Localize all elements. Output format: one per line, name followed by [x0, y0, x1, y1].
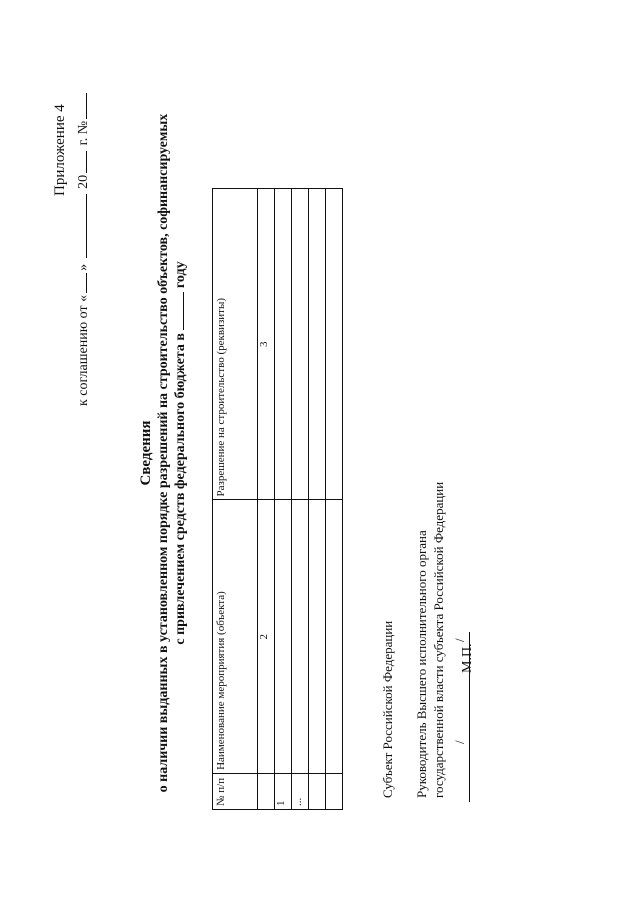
- table-cell: [292, 189, 309, 501]
- column-header-permit: Разрешение на строительство (реквизиты): [213, 189, 258, 501]
- table-cell: [326, 773, 343, 809]
- signature-slash-right: /: [452, 638, 467, 642]
- title-line-1: Сведения: [138, 420, 154, 486]
- table-row: [326, 189, 343, 810]
- number-blank: [85, 93, 87, 119]
- column-number-1: [258, 773, 275, 809]
- column-header-number: № п/п: [213, 773, 258, 809]
- head-title-line-1: Руководитель Высшего исполнительного органа: [414, 530, 429, 798]
- agreement-quote-close: »: [76, 263, 91, 271]
- signature-slash-left: /: [452, 740, 467, 744]
- table-header-row: [213, 189, 258, 810]
- year-blank: [85, 151, 87, 173]
- table-cell: ...: [292, 773, 309, 809]
- title-line-2: о наличии выданных в установленном порядке разрешений на строительство объектов, софинансируемых: [156, 113, 171, 793]
- table-cell: [292, 500, 309, 773]
- head-title-line-2: государственной власти субъекта Российской Федерации: [431, 481, 446, 798]
- table-cell: 1: [275, 773, 292, 809]
- column-number-2: 2: [258, 500, 275, 773]
- document-page: [50, 68, 590, 838]
- appendix-number: Приложение 4: [52, 104, 68, 196]
- table-row: [292, 189, 309, 810]
- agreement-reference: [76, 91, 92, 406]
- seal-place-label: М.П.: [460, 643, 475, 673]
- year-field-blank: [182, 292, 184, 330]
- table-cell: [275, 189, 292, 501]
- table-cell: [309, 500, 326, 773]
- agreement-suffix: г. №: [76, 120, 91, 146]
- table-cell: [309, 189, 326, 501]
- column-numbers-row: [258, 189, 275, 810]
- document-title: [138, 68, 189, 838]
- agreement-year: 20: [76, 174, 91, 189]
- table-cell: [326, 189, 343, 501]
- permits-table: [212, 188, 343, 810]
- table-cell: [326, 500, 343, 773]
- table-row: [275, 189, 292, 810]
- subject-label: Субъект Российской Федерации: [380, 620, 395, 798]
- column-header-name: Наименование мероприятия (объекта): [213, 500, 258, 773]
- agreement-prefix: к соглашению от «: [76, 294, 91, 406]
- table-row: [309, 189, 326, 810]
- column-number-3: 3: [258, 189, 275, 501]
- month-blank: [85, 194, 87, 258]
- table-cell: [309, 773, 326, 809]
- title-line-3-prefix: с привлечением средств федерального бюджета в: [173, 333, 188, 645]
- table-cell: [275, 500, 292, 773]
- title-line-3-suffix: году: [173, 261, 188, 289]
- day-blank: [85, 273, 87, 293]
